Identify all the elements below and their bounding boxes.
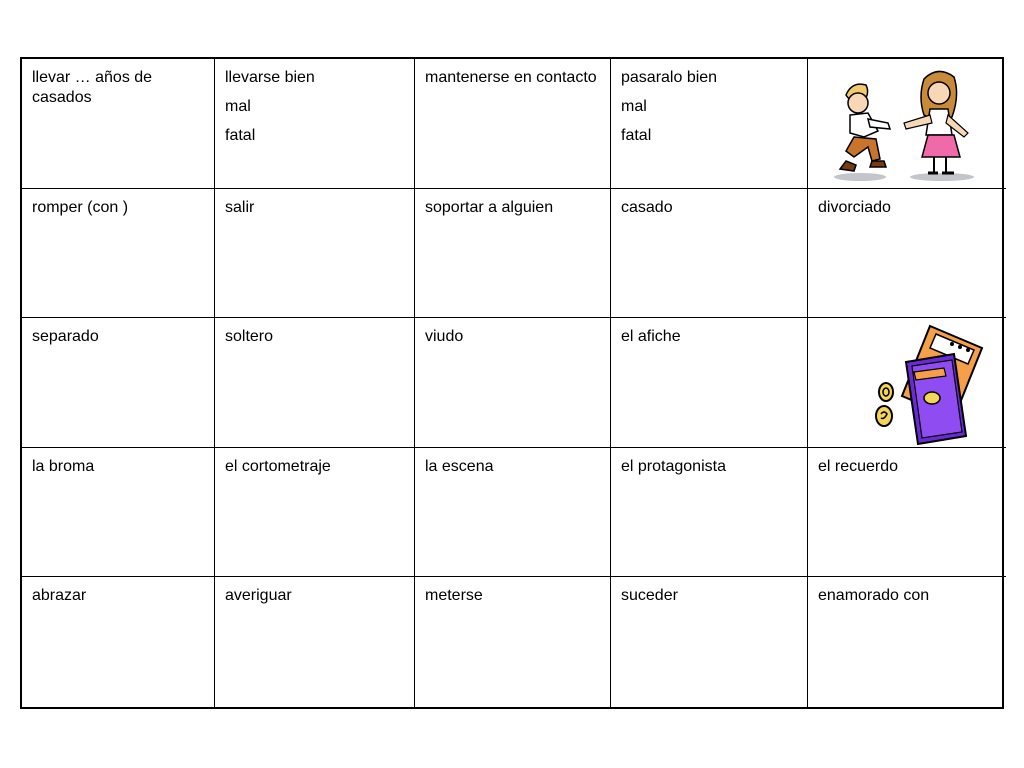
vocab-term: viudo <box>425 328 464 346</box>
vocab-term: soportar a alguien <box>425 198 554 216</box>
vocab-term: llevar … años de casados <box>32 69 153 106</box>
table-cell <box>808 318 1006 448</box>
vocab-term: soltero <box>225 328 274 346</box>
table-cell <box>808 59 1006 189</box>
table-cell <box>611 577 808 707</box>
table-cell <box>215 318 415 448</box>
table-cell <box>611 189 808 319</box>
table-cell <box>808 189 1006 319</box>
vocab-term: mantenerse en contacto <box>425 69 597 86</box>
table-cell <box>415 59 611 189</box>
vocabulary-table <box>20 57 1004 709</box>
vocab-term: salir <box>225 198 255 216</box>
vocab-term: fatal <box>225 127 256 144</box>
table-cell <box>22 318 215 448</box>
table-cell <box>22 59 215 189</box>
vocab-term: separado <box>32 328 99 346</box>
table-cell <box>611 59 808 189</box>
vocab-term: enamorado con <box>818 587 930 605</box>
vocab-term: casado <box>621 198 673 216</box>
vocab-term: llevarse bien <box>225 69 315 86</box>
vocab-term: romper (con ) <box>32 198 129 216</box>
table-cell <box>215 59 415 189</box>
vocab-term: el protagonista <box>621 457 726 475</box>
vocab-term: averiguar <box>225 587 292 605</box>
vocab-term: mal <box>621 98 647 115</box>
vocab-term: la broma <box>32 457 95 475</box>
table-cell <box>415 577 611 707</box>
table-cell <box>22 577 215 707</box>
vocab-term: el cortometraje <box>225 457 331 475</box>
table-cell <box>808 577 1006 707</box>
vocab-term: la escena <box>425 457 494 475</box>
vocab-term: fatal <box>621 127 652 144</box>
table-cell <box>415 318 611 448</box>
vocab-term: pasaralo bien <box>621 69 718 86</box>
vocab-term: meterse <box>425 587 483 605</box>
table-cell <box>215 448 415 578</box>
table-cell <box>611 448 808 578</box>
table-cell <box>215 189 415 319</box>
vocab-term: suceder <box>621 587 678 605</box>
vocab-term: divorciado <box>818 198 891 216</box>
vocab-term: mal <box>225 98 251 115</box>
table-cell <box>415 448 611 578</box>
vocab-term: el recuerdo <box>818 457 899 475</box>
vocab-term: el afiche <box>621 328 681 346</box>
table-cell <box>215 577 415 707</box>
table-cell <box>22 189 215 319</box>
vocab-term: abrazar <box>32 587 87 605</box>
table-cell <box>808 448 1006 578</box>
table-cell <box>22 448 215 578</box>
tickets-clipart-icon <box>872 320 992 445</box>
table-cell <box>415 189 611 319</box>
couple-clipart-icon <box>832 65 992 185</box>
table-cell <box>611 318 808 448</box>
